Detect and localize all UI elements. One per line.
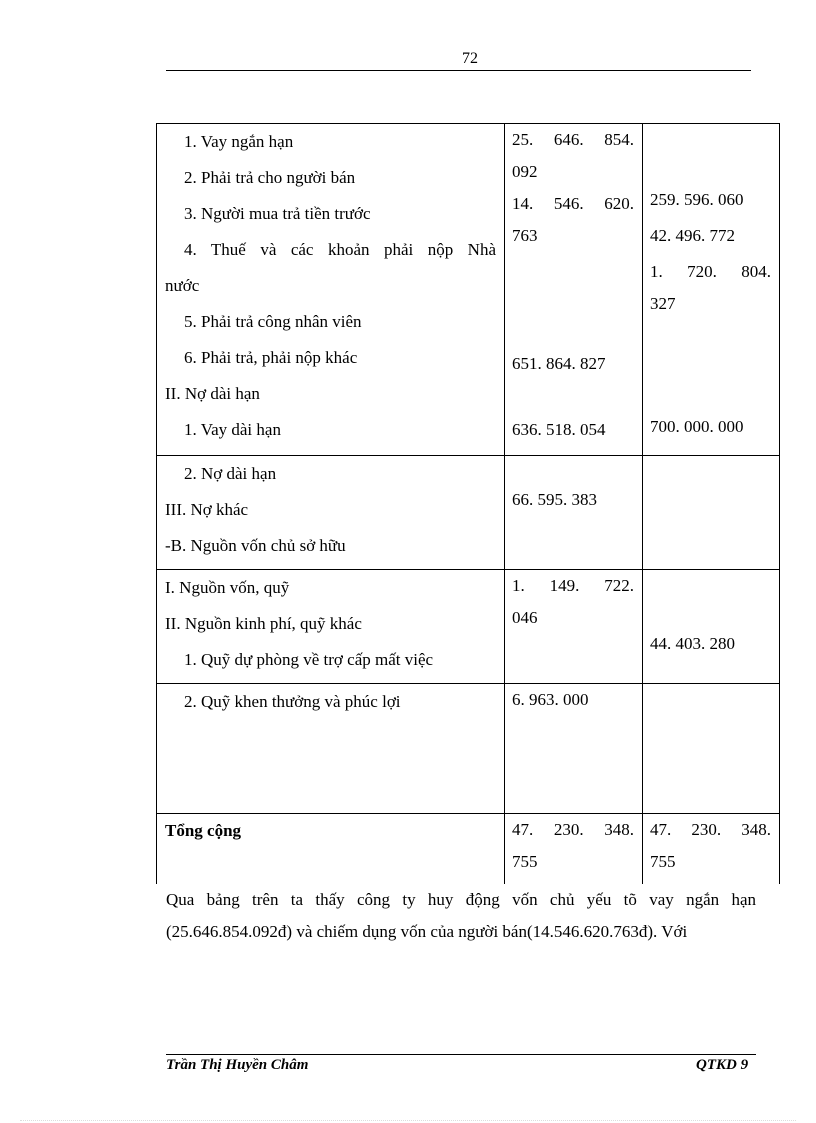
table-row — [157, 570, 780, 684]
value-cell — [505, 456, 643, 570]
row-label: 1. Vay dài hạn — [184, 420, 281, 439]
row-label: nước — [165, 276, 200, 295]
footer-rule — [166, 1054, 756, 1055]
value-cell — [643, 124, 780, 456]
cell-value: 763 — [512, 226, 538, 245]
cell-value: 47. 230. 348. — [512, 820, 634, 839]
cell-value: 092 — [512, 162, 538, 181]
value-cell — [505, 684, 643, 814]
value-cell — [643, 570, 780, 684]
table-row — [157, 456, 780, 570]
cell-value: 47. 230. 348. — [650, 820, 771, 839]
cell-value: 44. 403. 280 — [650, 634, 735, 653]
row-label: 1. Quỹ dự phòng về trợ cấp mất việc — [184, 650, 434, 669]
header-rule — [166, 70, 751, 71]
cell-value: 25. 646. 854. — [512, 130, 634, 149]
cell-value: 259. 596. 060 — [650, 190, 744, 209]
row-label: 5. Phải trả công nhân viên — [184, 312, 362, 331]
row-label: 2. Quỹ khen thưởng và phúc lợi — [184, 692, 401, 711]
cell-value: 66. 595. 383 — [512, 490, 597, 509]
cell-value: 700. 000. 000 — [650, 417, 744, 436]
cell-value: 046 — [512, 608, 538, 627]
value-cell — [505, 124, 643, 456]
table-row — [157, 814, 780, 884]
row-label: I. Nguồn vốn, quỹ — [165, 578, 290, 597]
value-cell — [643, 456, 780, 570]
cell-value: 1. 720. 804. — [650, 262, 771, 281]
row-label: II. Nguồn kinh phí, quỹ khác — [165, 614, 362, 633]
cell-value: 755 — [512, 852, 538, 871]
cell-value: 6. 963. 000 — [512, 690, 589, 709]
cell-value: 636. 518. 054 — [512, 420, 606, 439]
cell-value: 651. 864. 827 — [512, 354, 606, 373]
row-label: 2. Nợ dài hạn — [184, 464, 277, 483]
row-label: 1. Vay ngắn hạn — [184, 132, 294, 151]
row-label: 2. Phải trả cho người bán — [184, 168, 356, 187]
row-label: III. Nợ khác — [165, 500, 249, 519]
total-label: Tổng cộng — [165, 821, 242, 840]
row-label: -B. Nguồn vốn chủ sở hữu — [165, 536, 346, 555]
row-label: 6. Phải trả, phải nộp khác — [184, 348, 358, 367]
footer-class: QTKD 9 — [696, 1057, 749, 1073]
cell-value: 14. 546. 620. — [512, 194, 634, 213]
page-number: 72 — [462, 50, 478, 67]
value-cell — [505, 814, 643, 884]
value-cell — [643, 684, 780, 814]
paragraph-line: Qua bảng trên ta thấy công ty huy động vốn chủ yếu tõ vay ngắn hạn — [166, 890, 756, 909]
page-bottom-border — [20, 1120, 796, 1121]
footer-author: Trần Thị Huyền Châm — [166, 1057, 309, 1073]
label-cell — [157, 570, 505, 684]
cell-value: 42. 496. 772 — [650, 226, 735, 245]
row-label: II. Nợ dài hạn — [165, 384, 260, 403]
table-row — [157, 124, 780, 456]
label-cell — [157, 456, 505, 570]
cell-value: 327 — [650, 294, 676, 313]
row-label: 3. Người mua trả tiền trước — [184, 204, 371, 223]
body-paragraph — [166, 884, 756, 948]
row-label: 4. Thuế và các khoản phải nộp Nhà — [184, 240, 496, 259]
paragraph-line: (25.646.854.092đ) và chiếm dụng vốn của người bán(14.546.620.763đ). Với — [166, 922, 688, 941]
label-cell — [157, 814, 505, 884]
balance-table — [156, 123, 780, 884]
value-cell — [643, 814, 780, 884]
cell-value: 1. 149. 722. — [512, 576, 634, 595]
table-row — [157, 684, 780, 814]
label-cell — [157, 684, 505, 814]
value-cell — [505, 570, 643, 684]
label-cell — [157, 124, 505, 456]
cell-value: 755 — [650, 852, 676, 871]
